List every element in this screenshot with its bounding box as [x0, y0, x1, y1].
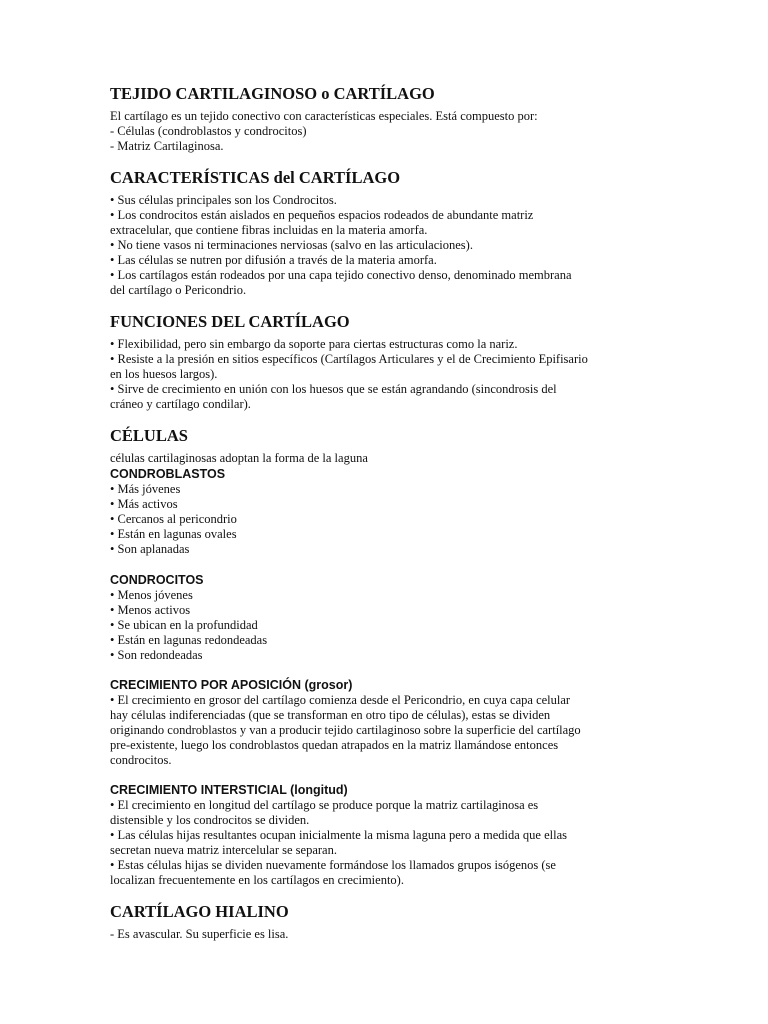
text-line: distensible y los condrocitos se dividen.: [110, 813, 310, 827]
text-line: secretan nueva matriz intercelular se separan.: [110, 843, 337, 857]
section-hialino: [110, 902, 670, 942]
heading-funciones: FUNCIONES DEL CARTÍLAGO: [110, 312, 350, 331]
text-line: • No tiene vasos ni terminaciones nerviosas (salvo en las articulaciones).: [110, 238, 473, 252]
list-item: • Más activos: [110, 497, 178, 511]
list-item: • Más jóvenes: [110, 482, 181, 496]
text-line: en los huesos largos).: [110, 367, 218, 381]
text-line: • Sus células principales son los Condrocitos.: [110, 193, 337, 207]
text-line: hay células indiferenciadas (que se transforman en otro tipo de células), estas se dividen: [110, 708, 551, 722]
text-line: extracelular, que contiene fibras incluidas en la materia amorfa.: [110, 223, 428, 237]
heading-celulas: CÉLULAS: [110, 426, 188, 445]
text-line: • Flexibilidad, pero sin embargo da soporte para ciertas estructuras como la nariz.: [110, 337, 518, 351]
celulas-body: [110, 451, 670, 663]
heading-aposicion: CRECIMIENTO POR APOSICIÓN (grosor): [110, 678, 353, 692]
section-funciones: [110, 312, 670, 412]
aposicion-body: [110, 693, 670, 768]
section-aposicion: [110, 677, 670, 768]
text-line: - Matriz Cartilaginosa.: [110, 139, 224, 153]
text-line: cráneo y cartílago condilar).: [110, 397, 251, 411]
text-line: - Células (condroblastos y condrocitos): [110, 124, 307, 138]
text-line: condrocitos.: [110, 753, 172, 767]
text-line: • Estas células hijas se dividen nuevamente formándose los llamados grupos isógenos (se: [110, 858, 556, 872]
text-line: El cartílago es un tejido conectivo con características especiales. Está compuesto por:: [110, 109, 538, 123]
text-line: • Los condrocitos están aislados en pequeños espacios rodeados de abundante matriz: [110, 208, 534, 222]
heading-caracteristicas: CARACTERÍSTICAS del CARTÍLAGO: [110, 168, 401, 187]
tejido-body: [110, 109, 670, 154]
text-line: localizan frecuentemente en los cartílagos en crecimiento).: [110, 873, 404, 887]
text-line: del cartílago o Pericondrio.: [110, 283, 247, 297]
celulas-intro: células cartilaginosas adoptan la forma de la laguna: [110, 451, 368, 465]
text-line: • Las células hijas resultantes ocupan inicialmente la misma laguna pero a medida que ellas: [110, 828, 567, 842]
list-item: • Menos jóvenes: [110, 588, 193, 602]
section-celulas: [110, 426, 670, 663]
list-item: • Cercanos al pericondrio: [110, 512, 237, 526]
list-item: • Están en lagunas redondeadas: [110, 633, 268, 647]
caracteristicas-body: [110, 193, 670, 298]
list-item: • Están en lagunas ovales: [110, 527, 237, 541]
section-tejido: [110, 84, 670, 154]
text-line: • Sirve de crecimiento en unión con los huesos que se están agrandando (sincondrosis del: [110, 382, 557, 396]
hialino-body: [110, 927, 670, 942]
text-line: • Las células se nutren por difusión a través de la materia amorfa.: [110, 253, 437, 267]
section-intersticial: [110, 782, 670, 888]
text-line: • El crecimiento en grosor del cartílago comienza desde el Pericondrio, en cuya capa celular: [110, 693, 571, 707]
list-item: • Menos activos: [110, 603, 191, 617]
document-page: [110, 84, 670, 956]
list-item: • Son redondeadas: [110, 648, 203, 662]
section-caracteristicas: [110, 168, 670, 298]
text-line: • El crecimiento en longitud del cartílago se produce porque la matriz cartilaginosa es: [110, 798, 539, 812]
funciones-body: [110, 337, 670, 412]
condrocitos-heading: CONDROCITOS: [110, 573, 204, 587]
heading-hialino: CARTÍLAGO HIALINO: [110, 902, 289, 921]
text-line: - Es avascular. Su superficie es lisa.: [110, 927, 289, 941]
list-item: • Son aplanadas: [110, 542, 190, 556]
spacer: [110, 557, 670, 572]
heading-tejido: TEJIDO CARTILAGINOSO o CARTÍLAGO: [110, 84, 435, 103]
condroblastos-heading: CONDROBLASTOS: [110, 467, 226, 481]
list-item: • Se ubican en la profundidad: [110, 618, 258, 632]
heading-intersticial: CRECIMIENTO INTERSTICIAL (longitud): [110, 783, 348, 797]
text-line: pre-existente, luego los condroblastos quedan atrapados en la matriz llamándose entonces: [110, 738, 559, 752]
intersticial-body: [110, 798, 670, 888]
text-line: originando condroblastos y van a producir tejido cartilaginoso sobre la superficie del cartílago: [110, 723, 581, 737]
text-line: • Resiste a la presión en sitios específicos (Cartílagos Articulares y el de Crecimiento Epifisario: [110, 352, 588, 366]
text-line: • Los cartílagos están rodeados por una capa tejido conectivo denso, denominado membrana: [110, 268, 572, 282]
